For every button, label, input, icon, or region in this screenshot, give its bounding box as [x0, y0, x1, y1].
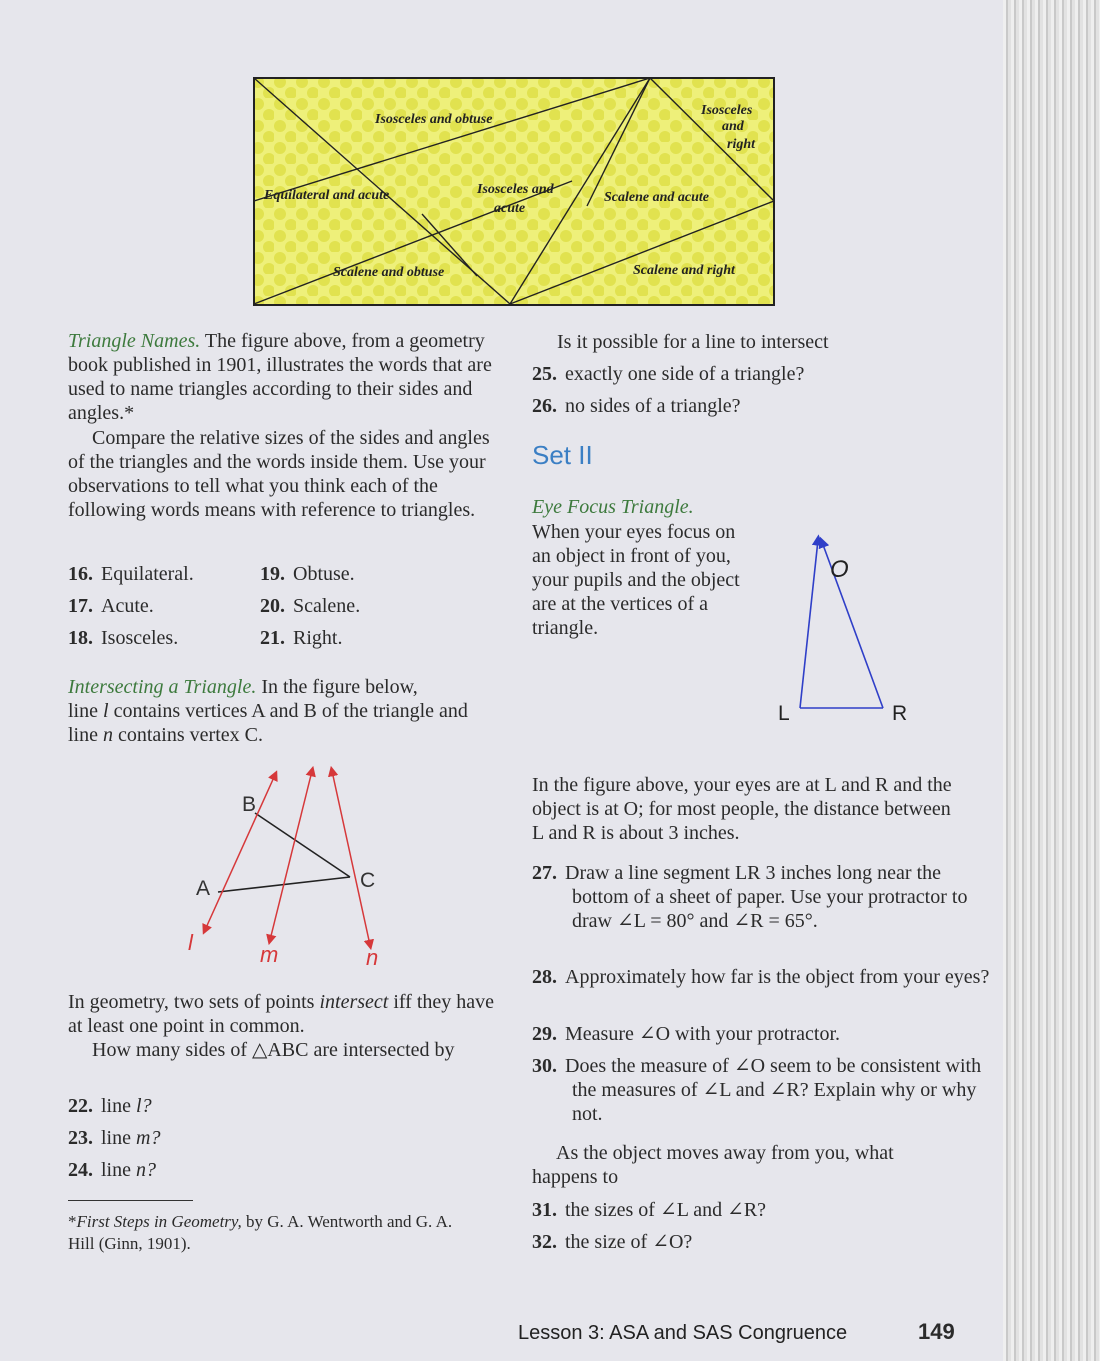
- label-m: m: [260, 942, 279, 967]
- label-scalene-obtuse: Scalene and obtuse: [333, 265, 445, 280]
- moves-away-text: As the object moves away from you, what happens to: [532, 1142, 894, 1188]
- question-25: 25. exactly one side of a triangle?: [532, 363, 805, 385]
- label-isosceles-acute-1: Isosceles and: [477, 182, 554, 197]
- eye-focus-figure: [770, 532, 920, 727]
- line-l: [205, 775, 275, 930]
- footnote: *First Steps in Geometry, by G. A. Wentworth and G. A. Hill (Ginn, 1901).: [68, 1212, 453, 1253]
- label-b: B: [242, 793, 257, 816]
- label-n: n: [366, 945, 379, 970]
- label-isosceles-right-3: right: [727, 137, 756, 152]
- label-a: A: [196, 877, 211, 900]
- question-22: 22. line l?: [68, 1095, 152, 1117]
- eye-focus-title: Eye Focus Triangle.: [532, 496, 694, 518]
- question-29: 29. Measure ∠O with your protractor.: [532, 1023, 841, 1045]
- label-l-eye: L: [778, 702, 790, 725]
- triangle-names-text: The figure above, from a geometry book published in 1901, illustrates the words that are used to name triangles according to their sides and angles.*: [68, 330, 492, 424]
- is-possible-text: Is it possible for a line to intersect: [557, 331, 829, 353]
- line-m: [270, 771, 312, 940]
- label-scalene-right: Scalene and right: [633, 263, 735, 278]
- question-27: 27. Draw a line segment LR 3 inches long near the bottom of a sheet of paper. Use your protractor to draw ∠L = 80° and ∠R = 65°.: [532, 862, 968, 932]
- question-30: 30. Does the measure of ∠O seem to be consistent with the measures of ∠L and ∠R? Explain why or why not.: [532, 1055, 982, 1125]
- item-21: 21. Right.: [260, 627, 343, 649]
- eye-focus-text: When your eyes focus on an object in front of you, your pupils and the object are at the vertices of a triangle.: [532, 521, 740, 639]
- figure-description: In the figure above, your eyes are at L and R and the object is at O; for most people, the distance between L and R is about 3 inches.: [532, 774, 952, 844]
- question-31: 31. the sizes of ∠L and ∠R?: [532, 1199, 767, 1221]
- question-24: 24. line n?: [68, 1159, 156, 1181]
- label-c: C: [360, 869, 376, 892]
- label-r-eye: R: [892, 702, 908, 725]
- label-l: l: [188, 930, 193, 955]
- label-isosceles-obtuse: Isosceles and obtuse: [375, 112, 493, 127]
- intersecting-paragraph: Intersecting a Triangle. In the figure below, line l contains vertices A and B of the triangle and line n contains vertex C.: [68, 676, 468, 746]
- label-isosceles-acute-2: acute: [494, 201, 526, 216]
- label-o: O: [830, 556, 849, 583]
- item-20: 20. Scalene.: [260, 595, 361, 617]
- label-isosceles-right-1: Isosceles: [701, 103, 753, 118]
- page-edge-stripes: [1003, 0, 1100, 1361]
- page-number: 149: [918, 1319, 955, 1344]
- set-ii-heading: Set II: [532, 440, 593, 470]
- lesson-footer: Lesson 3: ASA and SAS Congruence: [518, 1322, 848, 1344]
- item-18: 18. Isosceles.: [68, 627, 179, 649]
- triangle-names-figure: [252, 76, 778, 308]
- compare-paragraph: Compare the relative sizes of the sides and angles of the triangles and the words inside them. Use your observations to tell what you think each of the following words means with reference to triangles.: [68, 427, 490, 521]
- question-26: 26. no sides of a triangle?: [532, 395, 741, 417]
- label-equilateral-acute: Equilateral and acute: [264, 188, 390, 203]
- intersecting-triangle-figure: [180, 765, 410, 975]
- label-isosceles-right-2: and: [722, 119, 744, 134]
- definition-paragraph: In geometry, two sets of points intersect iff they have at least one point in common.: [68, 991, 495, 1037]
- triangle-abc: [218, 813, 350, 892]
- question-32: 32. the size of ∠O?: [532, 1231, 693, 1253]
- label-scalene-acute: Scalene and acute: [604, 190, 709, 205]
- item-19: 19. Obtuse.: [260, 563, 355, 585]
- footnote-rule: [68, 1200, 193, 1201]
- intersecting-title: Intersecting a Triangle.: [68, 676, 257, 698]
- question-23: 23. line m?: [68, 1127, 161, 1149]
- line-n: [332, 771, 370, 945]
- how-many-paragraph: How many sides of △ABC are intersected by: [92, 1039, 455, 1061]
- question-28: 28. Approximately how far is the object from your eyes?: [532, 966, 990, 988]
- item-16: 16. Equilateral.: [68, 563, 194, 585]
- triangle-names-paragraph: [68, 329, 500, 425]
- item-17: 17. Acute.: [68, 595, 154, 617]
- triangle-names-title: Triangle Names.: [68, 330, 201, 352]
